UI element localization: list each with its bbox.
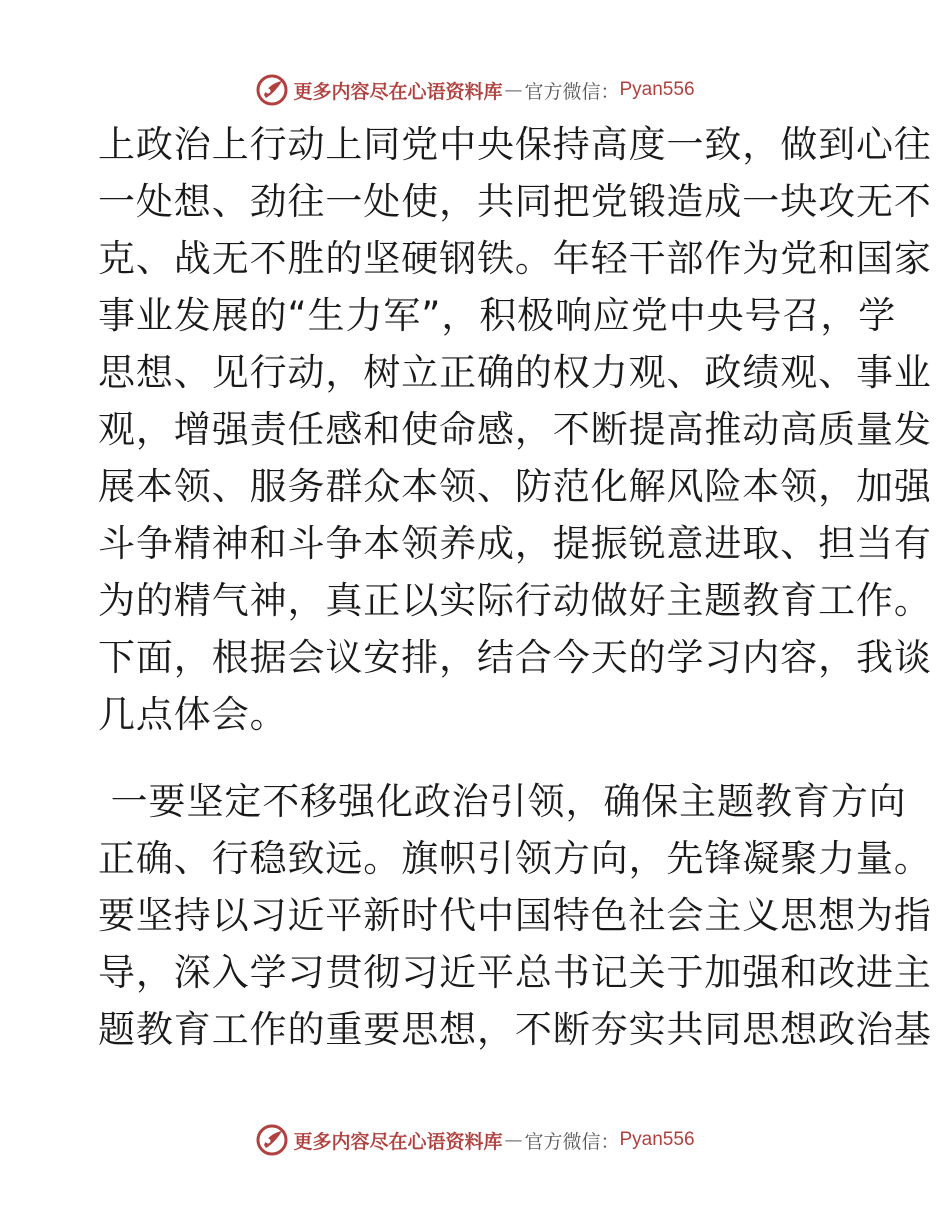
text-line: 为的精气神，真正以实际行动做好主题教育工作。 (98, 579, 932, 622)
watermark-wechat-label: 官方微信： (524, 80, 620, 103)
watermark-wechat-label: 官方微信： (524, 1130, 620, 1153)
watermark-separator: — (504, 1129, 523, 1151)
text-line: 一处想、劲往一处使，共同把党锻造成一块攻无不 (98, 180, 932, 223)
text-line: 斗争精神和斗争本领养成，提振锐意进取、担当有 (98, 522, 932, 565)
text-line: 上政治上行动上同党中央保持高度一致，做到心往 (98, 123, 932, 166)
footer-watermark (0, 1122, 950, 1158)
text-line: 要坚持以习近平新时代中国特色社会主义思想为指 (98, 894, 932, 937)
text-line: 几点体会。 (98, 693, 288, 736)
text-line: 克、战无不胜的坚硬钢铁。年轻干部作为党和国家 (98, 237, 932, 280)
watermark-separator: — (504, 79, 523, 101)
text-line: 导，深入学习贯彻习近平总书记关于加强和改进主 (98, 951, 932, 994)
text-line: 题教育工作的重要思想，不断夯实共同思想政治基 (98, 1008, 932, 1051)
watermark-site-text: 更多内容尽在心语资料库 (293, 1130, 503, 1153)
text-line: 思想、见行动，树立正确的权力观、政绩观、事业 (98, 351, 932, 394)
text-line: 下面，根据会议安排，结合今天的学习内容，我谈 (98, 636, 932, 679)
text-line: 展本领、服务群众本领、防范化解风险本领，加强 (98, 465, 932, 508)
text-line: 正确、行稳致远。旗帜引领方向，先锋凝聚力量。 (98, 837, 932, 880)
watermark-wechat-id: Pyan556 (619, 79, 695, 100)
body-paragraph (98, 116, 932, 743)
brand-logo-icon (255, 73, 289, 107)
header-watermark (0, 72, 950, 108)
watermark-wechat-id: Pyan556 (619, 1129, 695, 1150)
body-paragraph (98, 773, 932, 1058)
text-line: 事业发展的“生力军”，积极响应党中央号召，学 (98, 294, 897, 337)
watermark-site-text: 更多内容尽在心语资料库 (293, 80, 503, 103)
text-line: 观，增强责任感和使命感，不断提高推动高质量发 (98, 408, 932, 451)
text-line: 一要坚定不移强化政治引领，确保主题教育方向 (98, 780, 907, 823)
brand-logo-icon (255, 1123, 289, 1157)
